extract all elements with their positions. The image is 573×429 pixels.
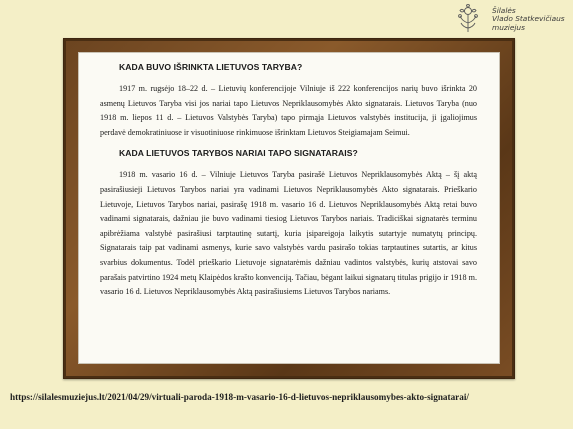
document-page <box>78 52 500 364</box>
logo-text <box>492 7 565 32</box>
picture-frame <box>63 38 515 379</box>
section-1-question: KADA BUVO IŠRINKTA LIETUVOS TARYBA? <box>119 62 303 72</box>
flower-emblem-icon <box>455 4 481 34</box>
section-2-paragraph: 1918 m. vasario 16 d. – Vilniuje Lietuvos Taryba pasirašė Lietuvos Nepriklausomybės Aktą – šį aktą pasirašiusieji Lietuvos Tarybos nariai yra vadinami Lietuvos Nepriklausomybės Akto signatarais. Prieškario Lietuvoje, Lietuvos Tarybos nariai, pasirašę 1918 m. vasario 16 d. Lietuvos Nepriklausomybės Aktą retai buvo vadinami signatarais, dažniau jie buvo vadinami tiesiog Lietuvos Tarybos nariais. Tradiciškai signatarės terminu apibrėžiama valstybė pasirašiusi tarptautinę sutartį, kuria įsipareigoja laikytis sutartyje numatytų principų. Signatarais taip pat vadinami asmenys, kurie savo valstybės vardu pasirašo tokias tarptautines sutartis, ar kitus svarbius dokumentus. Todėl prieškario Lietuvoje signatarėmis dažniau vadintos valstybės, kurių atstovai savo parašais patvirtino 1924 metų Klaipėdos krašto konvenciją. Tačiau, bėgant laikui signatarų titulas prigijo ir 1918 m. vasario 16 d. Lietuvos Nepriklausomybės Aktą pasirašiusiems Lietuvos Tarybos nariams. <box>100 170 477 297</box>
logo-line-2: Vlado Statkevičiaus <box>492 14 565 24</box>
logo-line-1: Šilalės <box>492 6 516 15</box>
section-1-paragraph: 1917 m. rugsėjo 18–22 d. – Lietuvių konferencijoje Vilniuje iš 222 konferencijos narių buvo išrinkta 20 asmenų Lietuvos Taryba visi jos nariai tapo Lietuvos Nepriklausomybės Akto signatarais. Lietuvos Taryba (nuo 1918 m. liepos 11 d. – Lietuvos Valstybės Taryba) tapo pirmąja Lietuvos valstybės institucija, ji įgaliojimus perdavė demokratiniuose ir visuotiniuose rinkimuose išrinktam Lietuvos Steigiamajam Seimui. <box>100 84 477 137</box>
museum-logo <box>455 4 569 38</box>
section-2-question: KADA LIETUVOS TARYBOS NARIAI TAPO SIGNATARAIS? <box>119 148 358 159</box>
logo-line-3: muziejus <box>492 22 525 32</box>
source-url-link[interactable]: https://silalesmuziejus.lt/2021/04/29/virtuali-paroda-1918-m-vasario-16-d-lietuvos-nepriklausomybes-akto-signatarai/ <box>10 392 469 402</box>
